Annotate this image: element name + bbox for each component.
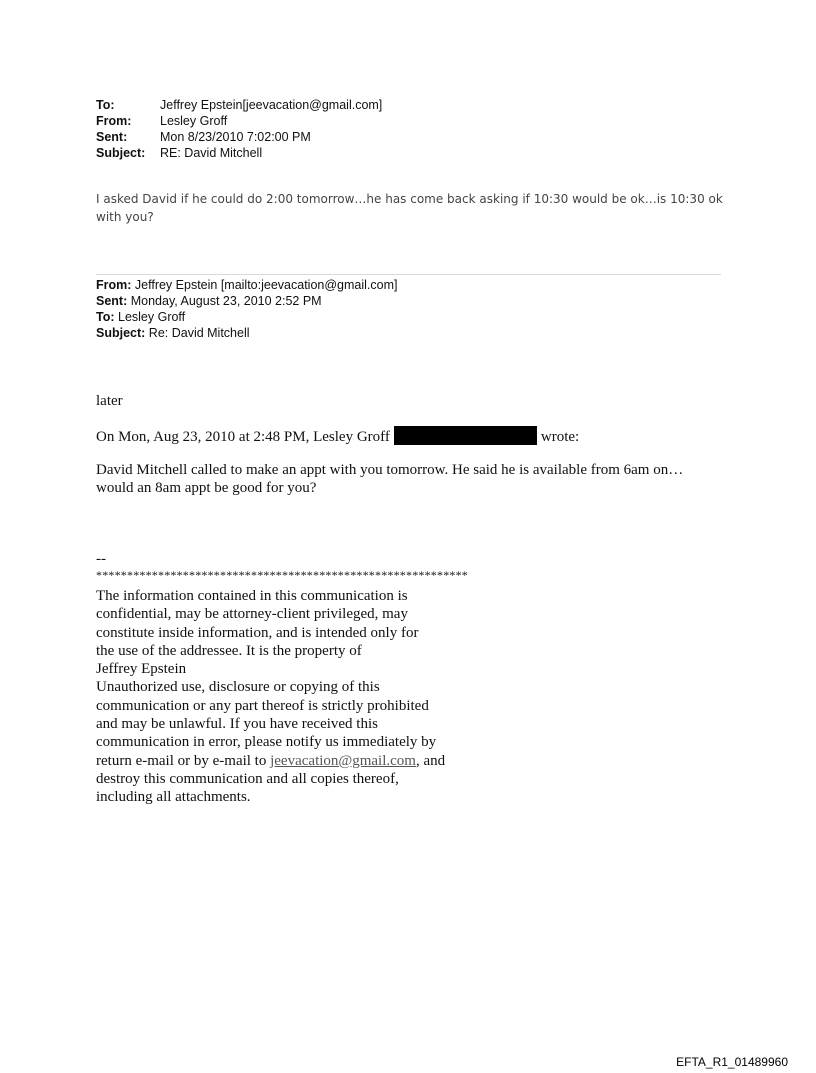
divider xyxy=(96,274,721,275)
signature-stars: ************************************************************ xyxy=(96,568,468,582)
email-header xyxy=(96,97,382,161)
disclaimer-line: communication or any part thereof is strictly prohibited xyxy=(96,697,429,714)
email-link[interactable]: jeevacation@gmail.com xyxy=(270,752,416,769)
redaction-box xyxy=(394,426,537,445)
quoted-from-label: From: xyxy=(96,278,132,292)
from-row xyxy=(96,113,382,129)
subject-row xyxy=(96,145,382,161)
quoted-subject-label: Subject: xyxy=(96,326,146,340)
to-label: To: xyxy=(96,98,115,112)
quoted-to-value: Lesley Groff xyxy=(114,310,186,324)
return-prefix: return e-mail or by e-mail to xyxy=(96,752,271,769)
quoted-to-row xyxy=(96,309,397,325)
quoted-sent-label: Sent: xyxy=(96,294,128,308)
to-row xyxy=(96,97,382,113)
signature-dash: -- xyxy=(96,551,106,567)
document-id: EFTA_R1_01489960 xyxy=(676,1055,788,1069)
from-value: Lesley Groff xyxy=(160,114,228,128)
disclaimer-line: Jeffrey Epstein xyxy=(96,661,187,678)
disclaimer-line: and may be unlawful. If you have received this xyxy=(96,716,378,733)
subject-value: RE: David Mitchell xyxy=(160,146,263,160)
from-label: From: xyxy=(96,114,132,128)
disclaimer-line: constitute inside information, and is intended only for xyxy=(96,624,419,641)
sent-label: Sent: xyxy=(96,130,128,144)
to-value: Jeffrey Epstein[jeevacation@gmail.com] xyxy=(160,98,383,112)
sent-row xyxy=(96,129,382,145)
quoted-from-value: Jeffrey Epstein [mailto:jeevacation@gmail.com] xyxy=(131,278,398,292)
disclaimer-line: the use of the addressee. It is the property of xyxy=(96,642,362,659)
disclaimer-line: Unauthorized use, disclosure or copying of this xyxy=(96,679,380,696)
confidentiality-disclaimer xyxy=(96,587,516,807)
disclaimer-return-line xyxy=(96,752,516,770)
subject-label: Subject: xyxy=(96,146,146,160)
quoted-subject-row xyxy=(96,325,397,341)
quoted-subject-value: Re: David Mitchell xyxy=(145,326,250,340)
attribution-suffix: wrote: xyxy=(540,429,580,445)
return-suffix: , and xyxy=(415,752,446,769)
disclaimer-line: destroy this communication and all copies thereof, xyxy=(96,770,399,787)
attribution-prefix: On Mon, Aug 23, 2010 at 2:48 PM, Lesley Groff xyxy=(96,429,390,445)
original-message: David Mitchell called to make an appt with you tomorrow. He said he is available from 6am on…would an 8am appt be good for you? xyxy=(96,462,684,496)
quote-attribution xyxy=(96,426,579,446)
quoted-to-label: To: xyxy=(96,310,115,324)
quoted-from-row xyxy=(96,277,397,293)
disclaimer-line: including all attachments. xyxy=(96,789,251,806)
disclaimer-line: confidential, may be attorney-client privileged, may xyxy=(96,606,408,623)
later-text: later xyxy=(96,393,123,409)
disclaimer-line: communication in error, please notify us immediately by xyxy=(96,734,437,751)
reply-body: I asked David if he could do 2:00 tomorrow…he has come back asking if 10:30 would be ok…is 10:30 ok with you? xyxy=(96,192,723,224)
quoted-header xyxy=(96,277,397,341)
disclaimer-line: The information contained in this communication is xyxy=(96,588,408,604)
sent-value: Mon 8/23/2010 7:02:00 PM xyxy=(160,130,311,144)
quoted-sent-row xyxy=(96,293,397,309)
quoted-sent-value: Monday, August 23, 2010 2:52 PM xyxy=(127,294,322,308)
